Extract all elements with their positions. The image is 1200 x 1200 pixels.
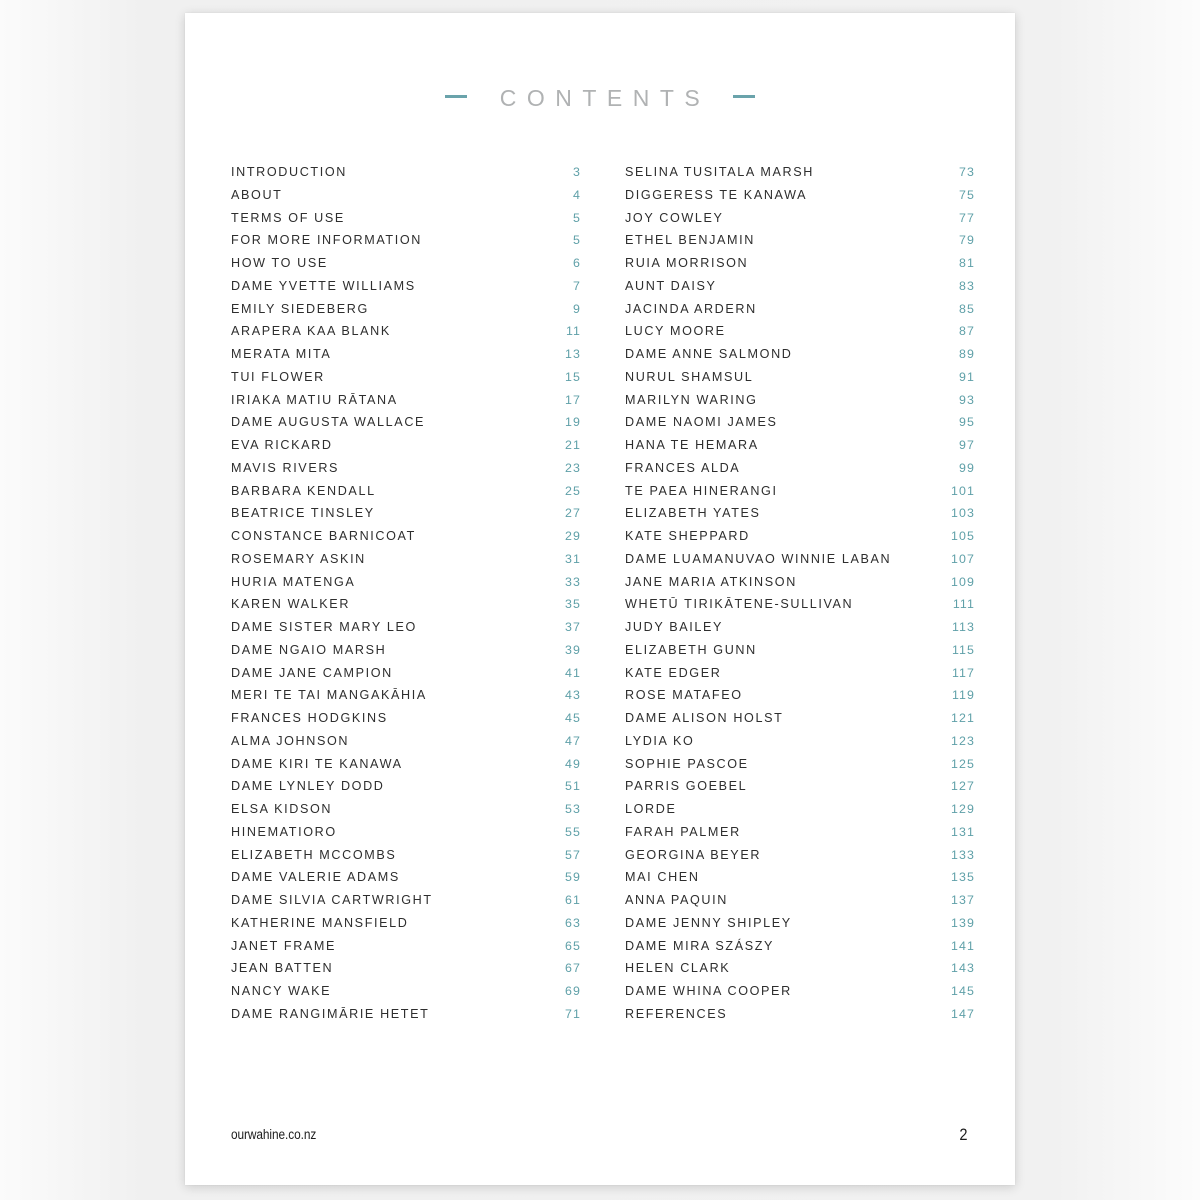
toc-entry-label: FOR MORE INFORMATION bbox=[231, 233, 422, 248]
toc-entry-page-number: 59 bbox=[565, 870, 581, 885]
toc-entry-page-number: 71 bbox=[565, 1006, 581, 1021]
toc-entry-page-number: 41 bbox=[565, 665, 581, 680]
toc-entry-label: MAI CHEN bbox=[625, 870, 700, 885]
toc-entry-label: DAME RANGIMĀRIE HETET bbox=[231, 1006, 430, 1021]
toc-entry-label: HOW TO USE bbox=[231, 256, 328, 270]
toc-entry[interactable] bbox=[625, 775, 975, 798]
toc-entry-label: ROSEMARY ASKIN bbox=[231, 551, 366, 566]
toc-entry-label: ELSA KIDSON bbox=[231, 802, 333, 816]
table-of-contents bbox=[185, 161, 1015, 1061]
toc-entry-label: JACINDA ARDERN bbox=[625, 301, 757, 316]
toc-entry[interactable] bbox=[625, 275, 975, 298]
toc-entry[interactable] bbox=[231, 684, 581, 707]
toc-entry-label: JEAN BATTEN bbox=[231, 961, 334, 976]
toc-entry-label: ABOUT bbox=[231, 187, 283, 202]
document-page bbox=[185, 13, 1015, 1185]
toc-entry-label: ROSE MATAFEO bbox=[625, 688, 743, 703]
toc-entry-page-number: 19 bbox=[565, 415, 581, 430]
toc-entry[interactable] bbox=[625, 980, 975, 1003]
toc-entry-page-number: 39 bbox=[565, 642, 581, 657]
toc-entry[interactable] bbox=[625, 616, 975, 639]
toc-entry-page-number: 137 bbox=[951, 893, 975, 907]
toc-entry[interactable] bbox=[231, 411, 581, 434]
toc-entry-page-number: 83 bbox=[959, 278, 975, 293]
toc-entry-page-number: 109 bbox=[951, 574, 975, 589]
toc-entry-page-number: 73 bbox=[959, 165, 975, 179]
toc-entry-label: FRANCES HODGKINS bbox=[231, 711, 388, 725]
toc-entry-label: FARAH PALMER bbox=[625, 824, 741, 839]
toc-entry-page-number: 133 bbox=[951, 847, 975, 862]
toc-entry-page-number: 57 bbox=[565, 847, 581, 862]
toc-entry-page-number: 121 bbox=[951, 711, 975, 725]
toc-entry[interactable] bbox=[231, 229, 581, 252]
toc-entry-label: SOPHIE PASCOE bbox=[625, 756, 749, 771]
toc-entry[interactable] bbox=[625, 821, 975, 844]
toc-entry-page-number: 25 bbox=[565, 483, 581, 498]
toc-entry-page-number: 105 bbox=[951, 529, 975, 543]
toc-entry-label: DAME AUGUSTA WALLACE bbox=[231, 415, 426, 430]
toc-entry-page-number: 145 bbox=[951, 984, 975, 998]
toc-entry[interactable] bbox=[231, 343, 581, 366]
toc-entry-label: ALMA JOHNSON bbox=[231, 733, 350, 748]
toc-entry-label: MAVIS RIVERS bbox=[231, 460, 340, 475]
toc-entry-page-number: 135 bbox=[951, 870, 975, 885]
toc-entry[interactable] bbox=[625, 320, 975, 343]
toc-entry[interactable] bbox=[625, 707, 975, 730]
toc-entry-page-number: 85 bbox=[959, 301, 975, 316]
toc-entry-label: BEATRICE TINSLEY bbox=[231, 506, 375, 521]
toc-entry[interactable] bbox=[231, 775, 581, 798]
toc-entry-page-number: 13 bbox=[565, 347, 581, 361]
toc-entry-label: JANET FRAME bbox=[231, 938, 337, 953]
toc-entry-label: TUI FLOWER bbox=[231, 369, 325, 384]
toc-entry-label: DAME VALERIE ADAMS bbox=[231, 870, 400, 885]
toc-entry[interactable] bbox=[625, 912, 975, 935]
toc-entry-label: DAME WHINA COOPER bbox=[625, 984, 792, 998]
toc-entry-label: FRANCES ALDA bbox=[625, 460, 741, 475]
toc-entry-page-number: 91 bbox=[959, 369, 975, 384]
toc-entry[interactable] bbox=[231, 275, 581, 298]
toc-entry[interactable] bbox=[625, 844, 975, 867]
toc-entry[interactable] bbox=[625, 252, 975, 275]
toc-entry-label: DAME JANE CAMPION bbox=[231, 665, 393, 680]
toc-entry[interactable] bbox=[231, 980, 581, 1003]
toc-entry-page-number: 69 bbox=[565, 984, 581, 998]
toc-entry[interactable] bbox=[625, 1003, 975, 1026]
toc-entry-page-number: 117 bbox=[951, 665, 975, 680]
toc-entry-page-number: 15 bbox=[565, 369, 581, 384]
toc-entry-label: EMILY SIEDEBERG bbox=[231, 301, 369, 316]
toc-entry[interactable] bbox=[625, 639, 975, 662]
footer-website[interactable]: ourwahine.co.nz bbox=[231, 1127, 317, 1142]
toc-entry-label: MERATA MITA bbox=[231, 347, 332, 361]
toc-entry-label: DAME LYNLEY DODD bbox=[231, 779, 385, 794]
toc-entry-label: NURUL SHAMSUL bbox=[625, 369, 754, 384]
toc-entry[interactable] bbox=[231, 571, 581, 594]
toc-entry-label: ELIZABETH MCCOMBS bbox=[231, 847, 397, 862]
toc-entry-label: PARRIS GOEBEL bbox=[625, 779, 748, 794]
toc-entry[interactable] bbox=[231, 184, 581, 207]
toc-entry[interactable] bbox=[231, 207, 581, 230]
toc-entry[interactable] bbox=[231, 548, 581, 571]
toc-entry-page-number: 35 bbox=[565, 597, 581, 612]
toc-entry[interactable] bbox=[231, 252, 581, 275]
toc-entry-page-number: 125 bbox=[951, 756, 975, 771]
toc-entry-page-number: 47 bbox=[565, 733, 581, 748]
toc-entry-label: DAME SISTER MARY LEO bbox=[231, 620, 417, 634]
toc-entry-page-number: 6 bbox=[573, 256, 581, 270]
toc-entry[interactable] bbox=[231, 798, 581, 821]
toc-entry[interactable] bbox=[625, 457, 975, 480]
toc-entry[interactable] bbox=[625, 662, 975, 685]
toc-entry-page-number: 141 bbox=[951, 938, 975, 953]
toc-entry-label: DIGGERESS TE KANAWA bbox=[625, 187, 808, 202]
toc-entry[interactable] bbox=[625, 184, 975, 207]
toc-entry[interactable] bbox=[625, 343, 975, 366]
toc-entry-page-number: 113 bbox=[951, 620, 975, 634]
toc-entry-page-number: 119 bbox=[951, 688, 975, 703]
toc-entry[interactable] bbox=[231, 639, 581, 662]
toc-entry-page-number: 21 bbox=[565, 438, 581, 452]
toc-entry-page-number: 43 bbox=[565, 688, 581, 703]
toc-entry-page-number: 7 bbox=[573, 278, 581, 293]
toc-entry[interactable] bbox=[231, 480, 581, 503]
toc-entry-page-number: 129 bbox=[951, 802, 975, 816]
toc-column-left bbox=[231, 161, 581, 1026]
toc-entry-label: BARBARA KENDALL bbox=[231, 483, 376, 498]
toc-entry-label: KATE SHEPPARD bbox=[625, 529, 750, 543]
toc-entry-page-number: 53 bbox=[565, 802, 581, 816]
toc-entry-page-number: 147 bbox=[951, 1006, 975, 1021]
toc-entry[interactable] bbox=[625, 593, 975, 616]
toc-entry-page-number: 4 bbox=[573, 187, 581, 202]
toc-entry[interactable] bbox=[625, 798, 975, 821]
toc-entry-page-number: 49 bbox=[565, 756, 581, 771]
toc-entry-page-number: 93 bbox=[959, 392, 975, 407]
toc-entry-label: ELIZABETH YATES bbox=[625, 506, 761, 521]
toc-entry-page-number: 17 bbox=[565, 392, 581, 407]
toc-entry-page-number: 95 bbox=[959, 415, 975, 430]
toc-entry-page-number: 5 bbox=[573, 210, 581, 225]
toc-entry-label: HANA TE HEMARA bbox=[625, 438, 759, 452]
toc-entry[interactable] bbox=[625, 866, 975, 889]
toc-entry[interactable] bbox=[625, 684, 975, 707]
page-title: CONTENTS bbox=[499, 85, 711, 111]
toc-entry-label: ANNA PAQUIN bbox=[625, 893, 728, 907]
toc-entry[interactable] bbox=[625, 502, 975, 525]
toc-entry-label: WHETŪ TIRIKĀTENE-SULLIVAN bbox=[625, 597, 854, 612]
toc-entry-page-number: 37 bbox=[565, 620, 581, 634]
toc-entry-page-number: 27 bbox=[565, 506, 581, 521]
toc-entry-label: JANE MARIA ATKINSON bbox=[625, 574, 797, 589]
toc-entry-label: REFERENCES bbox=[625, 1006, 728, 1021]
toc-entry-label: RUIA MORRISON bbox=[625, 256, 749, 270]
toc-entry-label: LYDIA KO bbox=[625, 733, 695, 748]
toc-entry-label: DAME JENNY SHIPLEY bbox=[625, 915, 792, 930]
toc-entry-page-number: 75 bbox=[959, 187, 975, 202]
toc-entry[interactable] bbox=[625, 434, 975, 457]
toc-entry-label: ELIZABETH GUNN bbox=[625, 642, 757, 657]
toc-entry-page-number: 107 bbox=[951, 551, 975, 566]
toc-entry-page-number: 87 bbox=[959, 324, 975, 339]
toc-entry-page-number: 31 bbox=[565, 551, 581, 566]
header-dash-left-icon bbox=[445, 95, 467, 98]
toc-entry[interactable] bbox=[231, 616, 581, 639]
toc-entry[interactable] bbox=[231, 593, 581, 616]
toc-entry-label: KAREN WALKER bbox=[231, 597, 351, 612]
toc-entry-page-number: 115 bbox=[951, 642, 975, 657]
toc-entry-page-number: 65 bbox=[565, 938, 581, 953]
toc-entry[interactable] bbox=[625, 411, 975, 434]
toc-entry[interactable] bbox=[231, 957, 581, 980]
toc-entry[interactable] bbox=[625, 753, 975, 776]
toc-entry-label: ARAPERA KAA BLANK bbox=[231, 324, 391, 339]
toc-entry-label: DAME NAOMI JAMES bbox=[625, 415, 778, 430]
toc-entry[interactable] bbox=[231, 844, 581, 867]
toc-entry-label: JOY COWLEY bbox=[625, 210, 724, 225]
toc-entry-label: HURIA MATENGA bbox=[231, 574, 356, 589]
toc-entry-page-number: 45 bbox=[565, 711, 581, 725]
toc-entry-page-number: 131 bbox=[951, 824, 975, 839]
toc-entry[interactable] bbox=[231, 753, 581, 776]
toc-entry-label: DAME ANNE SALMOND bbox=[625, 347, 793, 361]
toc-entry-label: DAME ALISON HOLST bbox=[625, 711, 784, 725]
page-footer bbox=[185, 1127, 1015, 1147]
toc-entry[interactable] bbox=[625, 480, 975, 503]
toc-entry[interactable] bbox=[231, 707, 581, 730]
toc-entry[interactable] bbox=[625, 571, 975, 594]
toc-entry[interactable] bbox=[625, 525, 975, 548]
toc-entry-label: HELEN CLARK bbox=[625, 961, 731, 976]
toc-entry-label: CONSTANCE BARNICOAT bbox=[231, 529, 416, 543]
toc-entry-label: SELINA TUSITALA MARSH bbox=[625, 165, 814, 179]
toc-entry[interactable] bbox=[231, 662, 581, 685]
toc-entry-page-number: 143 bbox=[951, 961, 975, 976]
toc-entry-page-number: 61 bbox=[565, 893, 581, 907]
toc-entry-label: DAME LUAMANUVAO WINNIE LABAN bbox=[625, 551, 892, 566]
toc-entry-label: ETHEL BENJAMIN bbox=[625, 233, 755, 248]
toc-entry-label: KATHERINE MANSFIELD bbox=[231, 915, 409, 930]
toc-entry-page-number: 9 bbox=[573, 301, 581, 316]
toc-entry-label: DAME KIRI TE KANAWA bbox=[231, 756, 403, 771]
toc-entry-page-number: 99 bbox=[959, 460, 975, 475]
toc-entry-page-number: 123 bbox=[951, 733, 975, 748]
toc-entry[interactable] bbox=[625, 389, 975, 412]
toc-entry-page-number: 79 bbox=[959, 233, 975, 248]
toc-entry[interactable] bbox=[231, 866, 581, 889]
toc-entry[interactable] bbox=[625, 298, 975, 321]
toc-entry[interactable] bbox=[231, 730, 581, 753]
toc-entry[interactable] bbox=[231, 1003, 581, 1026]
toc-entry-label: HINEMATIORO bbox=[231, 824, 337, 839]
toc-entry-label: INTRODUCTION bbox=[231, 165, 347, 179]
toc-entry[interactable] bbox=[231, 502, 581, 525]
toc-entry[interactable] bbox=[625, 548, 975, 571]
toc-entry-label: DAME NGAIO MARSH bbox=[231, 642, 387, 657]
toc-entry-page-number: 11 bbox=[565, 324, 581, 339]
toc-entry-label: LORDE bbox=[625, 802, 677, 816]
toc-entry-page-number: 51 bbox=[565, 779, 581, 794]
toc-entry[interactable] bbox=[625, 957, 975, 980]
toc-column-right bbox=[625, 161, 975, 1026]
toc-entry[interactable] bbox=[625, 207, 975, 230]
toc-entry[interactable] bbox=[231, 457, 581, 480]
toc-entry-label: EVA RICKARD bbox=[231, 438, 333, 452]
toc-entry[interactable] bbox=[231, 889, 581, 912]
toc-entry-page-number: 3 bbox=[573, 165, 581, 179]
toc-entry-label: LUCY MOORE bbox=[625, 324, 726, 339]
toc-entry-label: MERI TE TAI MANGAKĀHIA bbox=[231, 688, 427, 703]
toc-entry-page-number: 63 bbox=[565, 915, 581, 930]
toc-entry[interactable] bbox=[231, 161, 581, 184]
toc-entry-page-number: 29 bbox=[565, 529, 581, 543]
toc-entry[interactable] bbox=[625, 730, 975, 753]
toc-entry[interactable] bbox=[231, 935, 581, 958]
toc-entry[interactable] bbox=[231, 912, 581, 935]
toc-entry[interactable] bbox=[231, 821, 581, 844]
toc-entry-page-number: 97 bbox=[959, 438, 975, 452]
toc-entry-page-number: 81 bbox=[959, 256, 975, 270]
toc-entry-label: DAME SILVIA CARTWRIGHT bbox=[231, 893, 433, 907]
toc-entry[interactable] bbox=[625, 366, 975, 389]
toc-entry-page-number: 23 bbox=[565, 460, 581, 475]
contents-header bbox=[185, 85, 1015, 112]
toc-entry[interactable] bbox=[625, 161, 975, 184]
toc-entry[interactable] bbox=[625, 229, 975, 252]
footer-page-number: 2 bbox=[958, 1125, 967, 1144]
toc-entry-label: TE PAEA HINERANGI bbox=[625, 483, 778, 498]
toc-entry-label: MARILYN WARING bbox=[625, 392, 758, 407]
toc-entry-label: DAME YVETTE WILLIAMS bbox=[231, 278, 416, 293]
toc-entry-page-number: 111 bbox=[952, 597, 975, 612]
toc-entry[interactable] bbox=[231, 434, 581, 457]
toc-entry-page-number: 5 bbox=[573, 233, 581, 248]
toc-entry-page-number: 89 bbox=[959, 347, 975, 361]
toc-entry[interactable] bbox=[625, 935, 975, 958]
header-dash-right-icon bbox=[733, 95, 755, 98]
toc-entry[interactable] bbox=[231, 366, 581, 389]
toc-entry-page-number: 77 bbox=[959, 210, 975, 225]
toc-entry-label: GEORGINA BEYER bbox=[625, 847, 762, 862]
toc-entry-page-number: 33 bbox=[565, 574, 581, 589]
toc-entry-page-number: 127 bbox=[951, 779, 975, 794]
toc-entry-page-number: 101 bbox=[951, 483, 975, 498]
toc-entry-page-number: 103 bbox=[951, 506, 975, 521]
toc-entry-label: JUDY BAILEY bbox=[625, 620, 724, 634]
toc-entry-label: TERMS OF USE bbox=[231, 210, 345, 225]
toc-entry-label: DAME MIRA SZÁSZY bbox=[625, 938, 775, 953]
toc-entry-page-number: 139 bbox=[951, 915, 975, 930]
toc-entry[interactable] bbox=[231, 320, 581, 343]
toc-entry-label: NANCY WAKE bbox=[231, 984, 332, 998]
toc-entry-label: AUNT DAISY bbox=[625, 278, 717, 293]
toc-entry-page-number: 55 bbox=[565, 824, 581, 839]
toc-entry[interactable] bbox=[231, 389, 581, 412]
toc-entry-label: IRIAKA MATIU RĀTANA bbox=[231, 392, 398, 407]
toc-entry[interactable] bbox=[231, 298, 581, 321]
toc-entry-label: KATE EDGER bbox=[625, 665, 722, 680]
toc-entry[interactable] bbox=[625, 889, 975, 912]
toc-entry-page-number: 67 bbox=[565, 961, 581, 976]
toc-entry[interactable] bbox=[231, 525, 581, 548]
